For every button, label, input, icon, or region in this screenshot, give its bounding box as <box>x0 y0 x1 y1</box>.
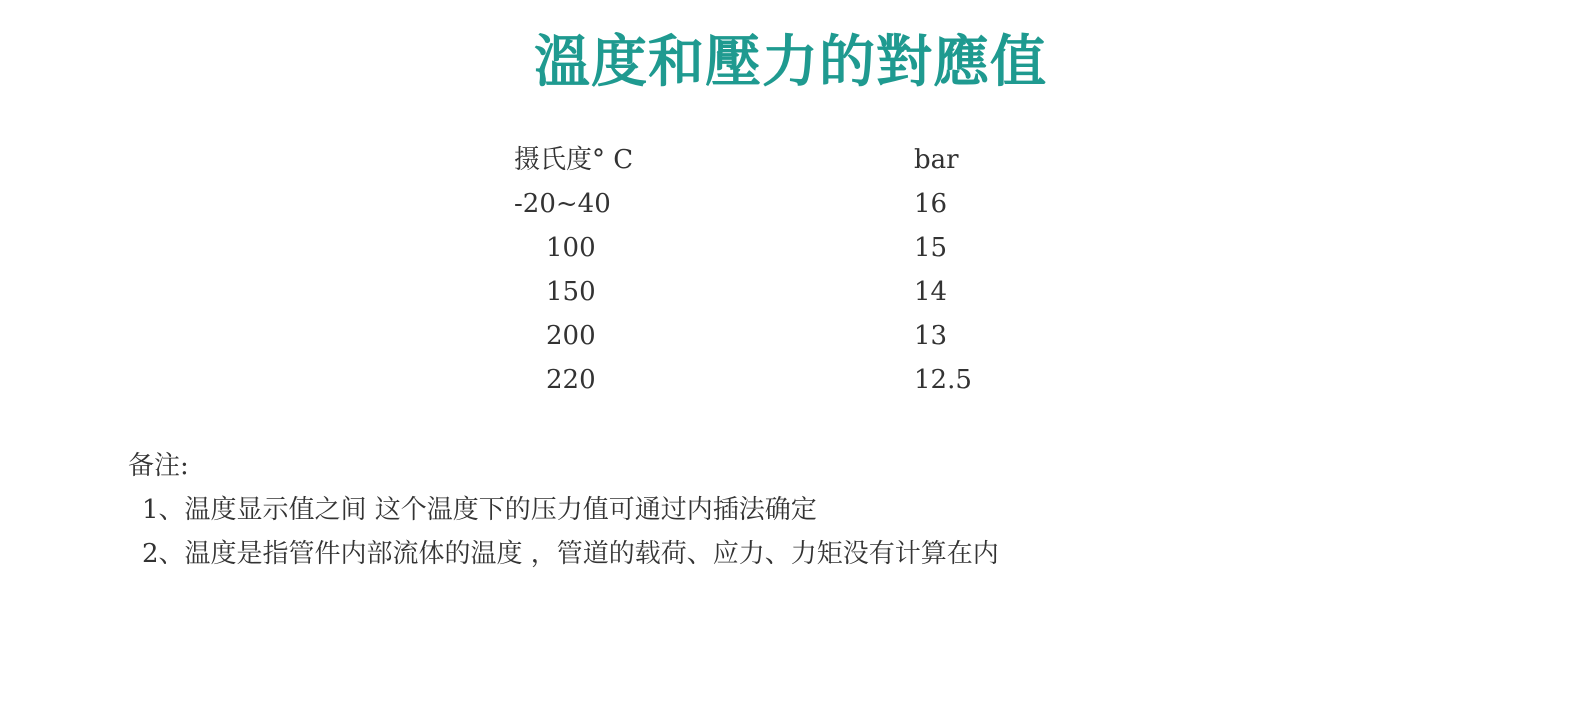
pressure-cell: 16 <box>914 189 948 219</box>
pressure-cell: 14 <box>914 277 948 307</box>
temperature-cell: 220 <box>546 365 596 395</box>
pressure-cell: 15 <box>914 233 948 263</box>
temperature-cell: 200 <box>546 321 596 351</box>
note-item: 1、温度显示值之间 这个温度下的压力值可通过内插法确定 <box>142 495 817 525</box>
pressure-cell: 12.5 <box>914 365 972 395</box>
temperature-cell: 100 <box>546 233 596 263</box>
notes-section <box>128 444 999 576</box>
column-header-temperature: 摄氏度° C <box>514 145 634 175</box>
column-header-pressure: bar <box>914 145 959 175</box>
notes-heading: 备注: <box>128 451 189 481</box>
page-title: 溫度和壓力的對應值 <box>534 29 1047 95</box>
note-item: 2、温度是指管件内部流体的温度 ，管道的载荷、应力、力矩没有计算在内 <box>142 539 999 569</box>
pressure-cell: 13 <box>914 321 948 351</box>
temperature-cell: -20~40 <box>514 189 611 219</box>
temperature-cell: 150 <box>546 277 596 307</box>
